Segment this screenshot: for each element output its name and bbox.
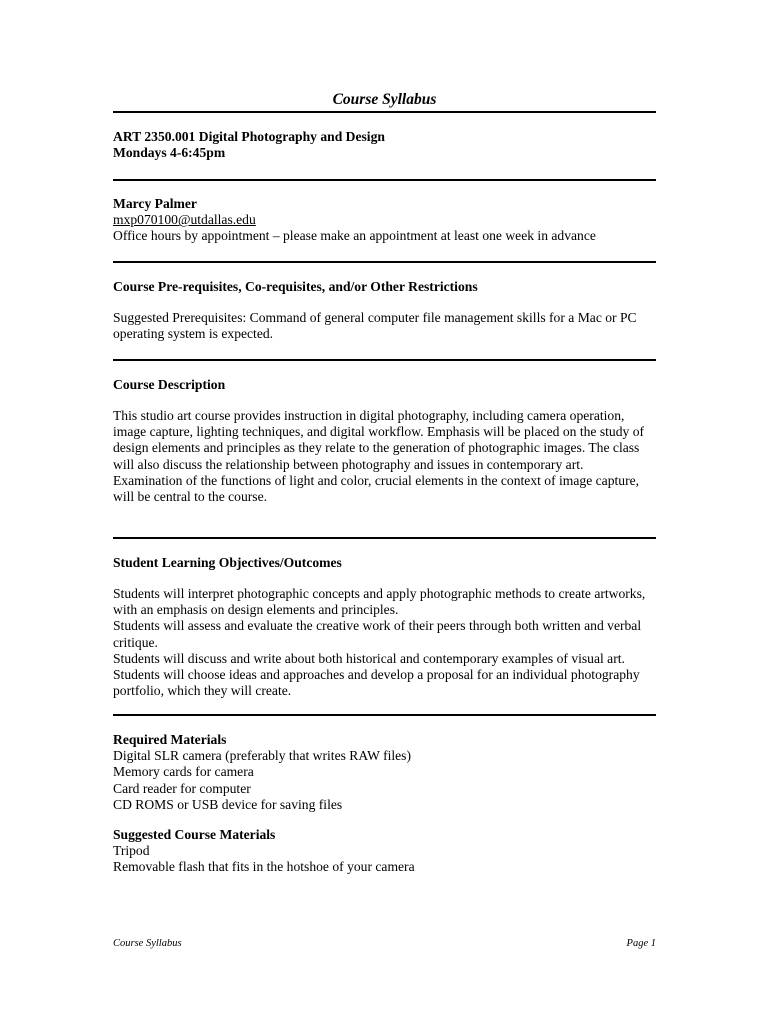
text-line: will be central to the course.	[113, 489, 268, 505]
text-line: Students will interpret photographic concepts and apply photographic methods to create artworks,	[113, 586, 646, 601]
instructor-email-link[interactable]: mxp070100@utdallas.edu	[113, 212, 256, 228]
list-item: Card reader for computer	[113, 780, 251, 796]
section-heading: Student Learning Objectives/Outcomes	[113, 555, 342, 570]
page-title: Course Syllabus	[332, 91, 437, 108]
section-heading: Course Pre-requisites, Co-requisites, and/or Other Restrictions	[113, 279, 478, 294]
section-heading: Suggested Course Materials	[113, 827, 276, 842]
list-item: Memory cards for camera	[113, 764, 254, 780]
instructor-name: Marcy Palmer	[113, 196, 197, 211]
list-item: CD ROMS or USB device for saving files	[113, 796, 343, 812]
text-line: Examination of the functions of light and color, crucial elements in the context of image capture,	[113, 472, 640, 488]
list-item: Digital SLR camera (preferably that writes RAW files)	[113, 748, 411, 764]
prerequisites-text	[113, 310, 656, 342]
text-line: This studio art course provides instruction in digital photography, including camera operation,	[113, 408, 625, 423]
section-heading: Required Materials	[113, 732, 227, 747]
text-line: with an emphasis on design elements and principles.	[113, 602, 399, 618]
divider	[113, 111, 656, 113]
text-line: design elements and principles as they relate to the generation of photographic images. The class	[113, 440, 640, 456]
required-materials-section	[113, 732, 656, 813]
description-section	[113, 377, 656, 393]
text-line: critique.	[113, 634, 158, 650]
divider	[113, 714, 656, 716]
text-line: Students will choose ideas and approaches and develop a proposal for an individual photography	[113, 667, 640, 683]
divider	[113, 359, 656, 361]
divider	[113, 261, 656, 263]
syllabus-page	[113, 0, 656, 1024]
office-hours: Office hours by appointment – please make an appointment at least one week in advance	[113, 228, 596, 244]
section-heading: Course Description	[113, 377, 226, 392]
objectives-section	[113, 555, 656, 571]
prerequisites-section	[113, 279, 656, 295]
course-name: ART 2350.001 Digital Photography and Design	[113, 129, 385, 144]
text-line: Suggested Prerequisites: Command of general computer file management skills for a Mac or PC	[113, 310, 637, 325]
suggested-materials-section	[113, 827, 656, 876]
text-line: operating system is expected.	[113, 326, 274, 342]
footer-title: Course Syllabus	[113, 938, 182, 949]
divider	[113, 537, 656, 539]
description-text	[113, 408, 656, 505]
course-schedule: Mondays 4-6:45pm	[113, 145, 226, 161]
list-item: Tripod	[113, 843, 150, 859]
text-line: will also discuss the relationship between photography and issues in contemporary art.	[113, 456, 584, 472]
text-line: Students will assess and evaluate the creative work of their peers through both written and verbal	[113, 618, 642, 634]
divider	[113, 179, 656, 181]
text-line: portfolio, which they will create.	[113, 683, 292, 699]
instructor-info	[113, 196, 656, 245]
footer-page-number: Page 1	[626, 938, 656, 949]
text-line: Students will discuss and write about both historical and contemporary examples of visual art.	[113, 650, 625, 666]
objectives-text	[113, 586, 656, 699]
course-info	[113, 129, 656, 161]
list-item: Removable flash that fits in the hotshoe of your camera	[113, 859, 415, 875]
text-line: image capture, lighting techniques, and digital workflow. Emphasis will be placed on the study of	[113, 424, 645, 440]
